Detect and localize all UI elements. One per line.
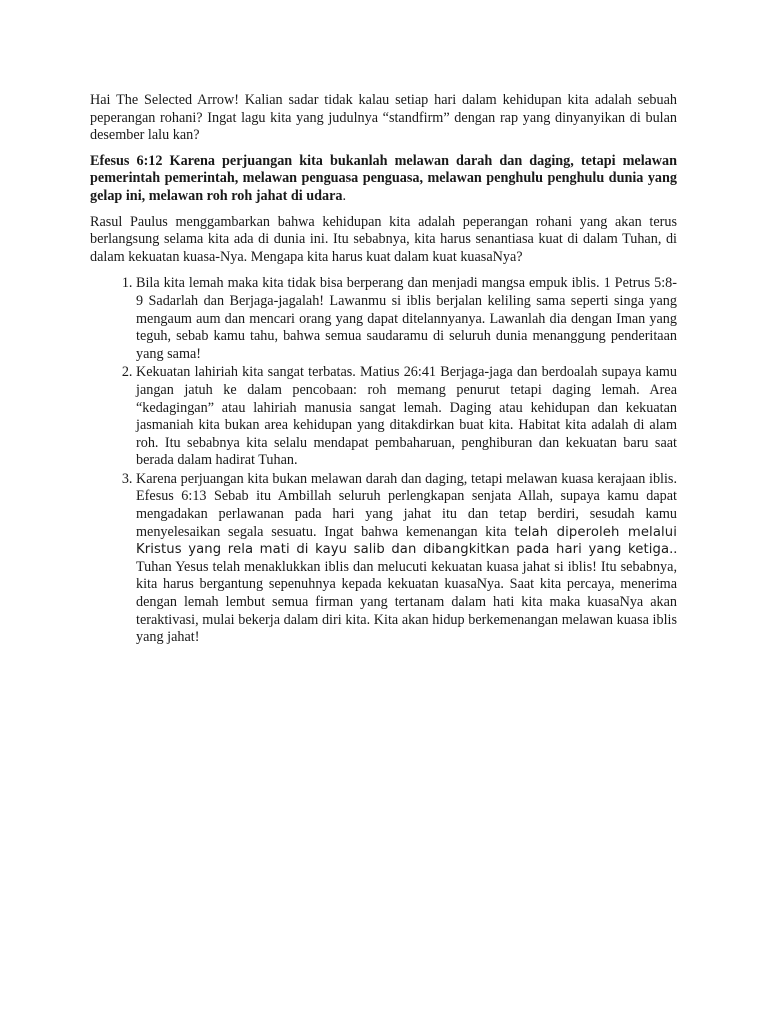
points-list [90, 275, 677, 646]
list-item-1 [136, 275, 677, 363]
intro-paragraph: Rasul Paulus menggambarkan bahwa kehidupan kita adalah peperangan rohani yang akan terus berlangsung selama kita ada di dunia ini. Itu sebabnya, kita harus senantiasa kuat di dalam Tuhan, di dalam kekuatan kuasa-Nya. Mengapa kita harus kuat dalam kuat kuasaNya? [90, 213, 677, 265]
list-item-2 [136, 364, 677, 470]
verse-paragraph [90, 153, 677, 206]
greeting-paragraph: Hai The Selected Arrow! Kalian sadar tidak kalau setiap hari dalam kehidupan kita adalah sebuah peperangan rohani? Ingat lagu kita yang judulnya “standfirm” dengan rap yang dinyanyikan di bulan desember lalu kan? [90, 92, 677, 144]
list-item-text-before: Karena perjuangan kita bukan melawan darah dan daging, tetapi melawan kuasa kerajaan iblis. Efesus 6:13 Sebab itu Ambillah seluruh perlengkapan senjata Allah, supaya kamu dapat mengadakan perlawanan pada hari yang jahat itu dan tetap berdiri, sesudah kamu menyelesaikan segala sesuatu. Ingat bahwa kemenangan kita [136, 470, 677, 540]
list-item-text: Bila kita lemah maka kita tidak bisa berperang dan menjadi mangsa empuk iblis. 1 Petrus 5:8-9 Sadarlah dan Berjaga-jagalah! Lawanmu si iblis berjalan keliling sama seperti singa yang mengaum aum dan mencari orang yang dapat ditelannyanya. Lawanlah dia dengan Iman yang teguh, sebab kamu tahu, bahwa semua saudaramu di seluruh dunia menanggung penderitaan yang sama! [136, 275, 677, 362]
verse-end-punctuation: . [342, 187, 347, 204]
list-item-text-after: . Tuhan Yesus telah menaklukkan iblis dan melucuti kekuatan kuasa jahat si iblis! Itu sebabnya, kita harus bergantung sepenuhnya kepada kekuatan kuasaNya. Saat kita percaya, menerima dengan lemah lembut semua firman yang tertanam dalam hati kita maka kuasaNya akan teraktivasi, mulai bekerja dalam diri kita. Kita akan hidup berkemenangan melawan kuasa iblis yang jahat! [136, 541, 677, 646]
verse-bold-text: Efesus 6:12 Karena perjuangan kita bukanlah melawan darah dan daging, tetapi melawan pemerintah pemerintah, melawan penguasa penguasa, melawan penghulu penghulu dunia yang gelap ini, melawan roh roh jahat di udara [90, 152, 677, 204]
document-page [90, 92, 677, 648]
list-item-text: Kekuatan lahiriah kita sangat terbatas. Matius 26:41 Berjaga-jaga dan berdoalah supaya kamu jangan jatuh ke dalam pencobaan: roh memang penurut tetapi daging lemah. Area “kedagingan” atau lahiriah manusia sangat lemah. Daging atau kehidupan dan kekuatan jasmaniah kita bukan area kehidupan yang ditakdirkan buat kita. Habitat kita adalah di alam roh. Itu sebabnya kita selalu mendapat pembaharuan, penghiburan dan kekuatan baru saat berada dalam hadirat Tuhan. [136, 364, 677, 469]
list-item-text-sans: telah diperoleh melalui Kristus yang rela mati di kayu salib dan dibangkitkan pada hari yang ketiga. [136, 524, 677, 558]
list-item-3 [136, 471, 677, 647]
